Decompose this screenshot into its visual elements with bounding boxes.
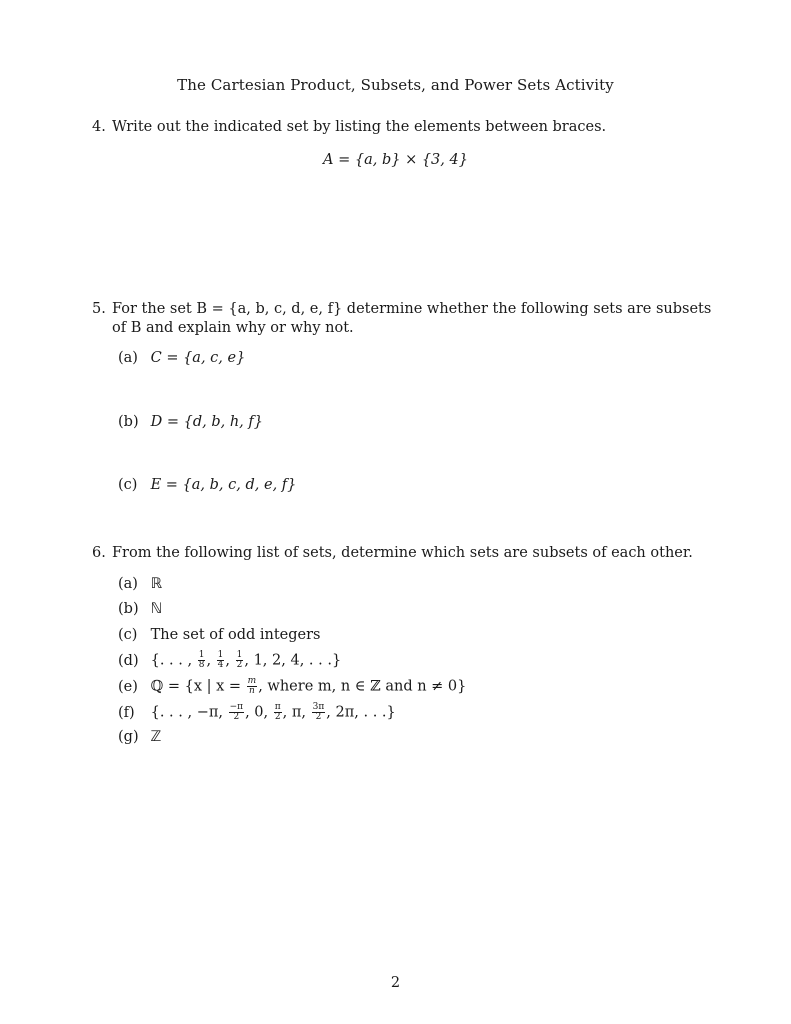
part-expression: ℝ bbox=[150, 576, 163, 592]
part-expression-mid: , π, bbox=[282, 704, 307, 721]
page-number: 2 bbox=[390, 975, 401, 991]
fraction: $\frac{1}{8}$ bbox=[198, 650, 205, 670]
part-expression: E = {a, b, c, d, e, f} bbox=[150, 477, 297, 493]
problem-5-part-c bbox=[118, 476, 296, 494]
problem-5-number: 5. bbox=[92, 301, 106, 317]
part-expression-end: , 2π, . . .} bbox=[326, 704, 396, 721]
problem-6-part-e bbox=[118, 677, 466, 696]
problem-6-part-a bbox=[118, 575, 162, 593]
part-label: (b) bbox=[118, 414, 139, 430]
part-label: (a) bbox=[118, 350, 138, 366]
part-label: (d) bbox=[118, 652, 139, 669]
part-expression-start: {. . . , −π, bbox=[150, 704, 223, 721]
part-expression-mid: , 0, bbox=[245, 704, 269, 721]
fraction: $\frac{\pi}{2}$ bbox=[274, 702, 281, 722]
part-expression: C = {a, c, e} bbox=[150, 350, 246, 366]
problem-6-part-f bbox=[118, 703, 396, 722]
part-label: (e) bbox=[118, 678, 138, 695]
problem-4-number: 4. bbox=[92, 119, 106, 135]
problem-5-part-b bbox=[118, 413, 263, 431]
problem-4 bbox=[92, 118, 717, 137]
document-title: The Cartesian Product, Subsets, and Power Sets Activity bbox=[177, 76, 614, 94]
fraction: $\frac{3\pi}{2}$ bbox=[312, 702, 325, 722]
part-expression: D = {d, b, h, f} bbox=[150, 414, 263, 430]
fraction: $\frac{1}{4}$ bbox=[217, 650, 224, 670]
part-expression-start: {. . . , bbox=[150, 652, 193, 669]
problem-6-number: 6. bbox=[92, 545, 106, 561]
part-label: (a) bbox=[118, 576, 138, 592]
problem-6 bbox=[92, 544, 717, 563]
problem-6-text: From the following list of sets, determine which sets are subsets of each other. bbox=[112, 545, 693, 561]
fraction: $\frac{-\pi}{2}$ bbox=[229, 702, 244, 722]
part-expression-end: , where m, n ∈ ℤ and n ≠ 0} bbox=[258, 678, 467, 695]
part-expression: The set of odd integers bbox=[150, 627, 321, 643]
part-label: (c) bbox=[118, 627, 138, 643]
problem-6-part-d: (d) {. . . , $\frac{1}{8}$ , $\frac{1}{4}$ , $\frac{1}{2}$ , 1, 2, 4, . . .} bbox=[118, 650, 342, 670]
problem-5-part-a bbox=[118, 349, 245, 367]
fraction: $\frac{1}{2}$ bbox=[236, 650, 243, 670]
problem-4-text: Write out the indicated set by listing the elements between braces. bbox=[112, 119, 607, 135]
part-expression: ℕ bbox=[150, 601, 163, 617]
problem-6-part-c bbox=[118, 626, 321, 644]
part-expression-start: ℚ = {x | x = bbox=[150, 678, 242, 695]
problem-5 bbox=[92, 300, 717, 338]
part-label: (g) bbox=[118, 729, 139, 745]
problem-6-part-b bbox=[118, 600, 162, 618]
problem-5-text: For the set B = {a, b, c, d, e, f} determine whether the following sets are subsets of B and explain why or why not. bbox=[112, 301, 712, 336]
part-label: (f) bbox=[118, 704, 135, 721]
part-expression-end: , 1, 2, 4, . . .} bbox=[244, 652, 342, 669]
part-label: (c) bbox=[118, 477, 138, 493]
problem-4-equation: A = {a, b} × {3, 4} bbox=[323, 152, 468, 168]
part-label: (b) bbox=[118, 601, 139, 617]
part-expression: ℤ bbox=[150, 729, 162, 745]
fraction: $\frac{m}{n}$ bbox=[247, 676, 257, 696]
problem-6-part-g bbox=[118, 728, 161, 746]
